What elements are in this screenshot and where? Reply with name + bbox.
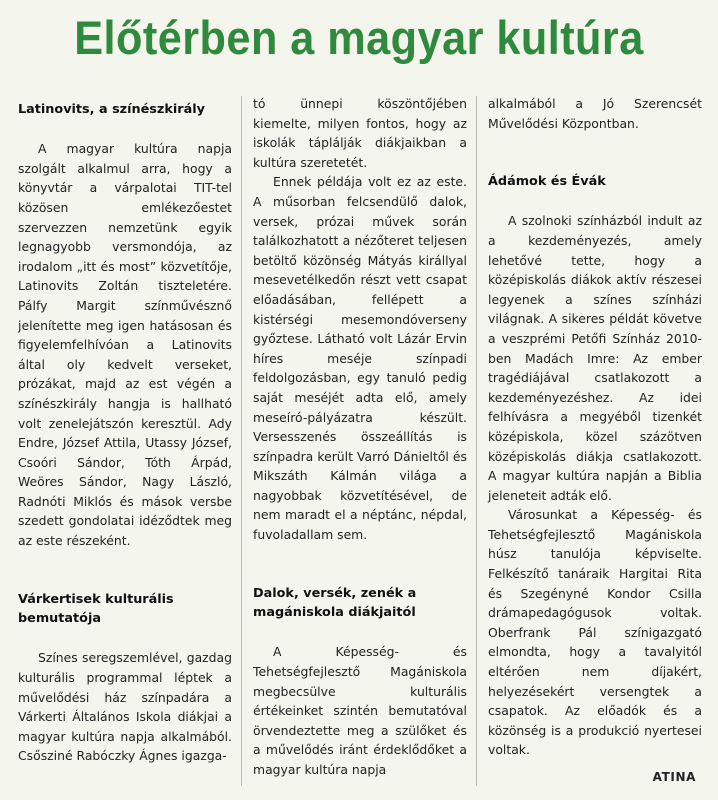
column-divider (476, 96, 477, 786)
section-heading: Dalok, versék, zenék a magániskola diákjaitól (253, 585, 417, 621)
section-heading: Latinovits, a színészkirály (18, 102, 205, 117)
paragraph: tó ünnepi köszöntőjében kiemelte, milyen fontos, hogy az iskolák táplálják diákjaikban a kultúra szeretetét. (253, 96, 467, 170)
section-heading: Várkertisek kulturális bemutatója (18, 591, 174, 627)
column-3 (488, 94, 702, 760)
paragraph: A szolnoki színházból indult az a kezdeményezés, amely lehetővé tette, hogy a középiskolás diákok aktív részesei legyenek a színes színházi világnak. A sikeres példát követve a veszprémi Petőfi Színház 2010-ben Madách Imre: Az ember tragédiájával csatlakozott a kezdeményezéshez. Az idei felhívásra a megyéből tizenkét középiskola, közel százötven középiskolás diákja csatlakozott. A magyar kultúra napján a Biblia jeleneteit adták elő. (488, 213, 702, 503)
author-signature: ATINA (652, 770, 696, 784)
paragraph: Színes seregszemlével, gazdag kulturális programmal léptek a művelődési ház színpadára a Várkerti Általános Iskola diákjai a magyar kultúra napja alkalmából. Csősziné Rabóczky Ágnes igazga- (18, 650, 232, 764)
paragraph: A Képesség- és Tehetségfejlesztő Magániskola megbecsülve kulturális értékeinket szintén bemutatóval örvendeztette meg a szülőket és a művelődés iránt érdeklődőket a magyar kultúra napja (253, 644, 467, 777)
paragraph: A magyar kultúra napja szolgált alkalmul arra, hogy a könyvtár a várpalotai TIT-tel közösen emlékezőestet szervezzen nemzetünk egyik legnagyobb versmondója, az irodalom „itt és most” közvetítője, Latinovits Zoltán tiszteletére. Pálfy Margit színművésznő jelenítette meg igen hatásosan és figyelemfelhívóan a Latinovits által oly kedvelt verseket, prózákat, majd az est végén a színészkirály hangja is hallható volt zenelejátszón keresztül. Ady Endre, József Attila, Utassy József, Csoóri Sándor, Tóth Árpád, Weöres Sándor, Nagy László, Radnóti Miklós és mások versbe szedett gondolatai idéződtek meg az este részeként. (18, 141, 232, 549)
page-title: Előtérben a magyar kultúra (74, 11, 644, 64)
paragraph: alkalmából a Jó Szerencsét Művelődési Központban. (488, 96, 702, 131)
paragraph: Ennek példája volt ez az este. A műsorban felcsendülő dalok, versek, prózai művek során találkozhatott a nézőteret teljesen betöltő közönség Mátyás királlyal mesevetélkedőn részt vett csapat előadásában, fellépett a kistérségi mesemondóverseny győztese. Látható volt Lázár Ervin híres meséje színpadi feldolgozásban, egy tanuló pedig saját meséjét adta elő, amely meseíró-pályázatra készült. Versesszenés összeállítás is színpadra került Varró Dánieltől és Mikszáth Kálmán világa a nagyobbak közvetítésével, de nem maradt el a néptánc, népdal, fuvoladallam sem. (253, 174, 467, 543)
paragraph: Városunkat a Képesség- és Tehetségfejlesztő Magániskola húsz tanulója képviselte. Felkészítő tanáraik Hargitai Rita és Szegényné Kondor Csilla drámapedagógusok voltak. Oberfrank Pál színigazgató elmondta, hogy a tavalyitól eltérően nem díjakért, helyezésekért versengtek a csapatok. Az előadók és a közönség is a produkció nyertesei voltak. (488, 507, 702, 758)
column-divider (241, 96, 242, 786)
column-2 (253, 94, 467, 780)
section-heading: Ádámok és Évák (488, 174, 606, 190)
column-1 (18, 100, 232, 766)
